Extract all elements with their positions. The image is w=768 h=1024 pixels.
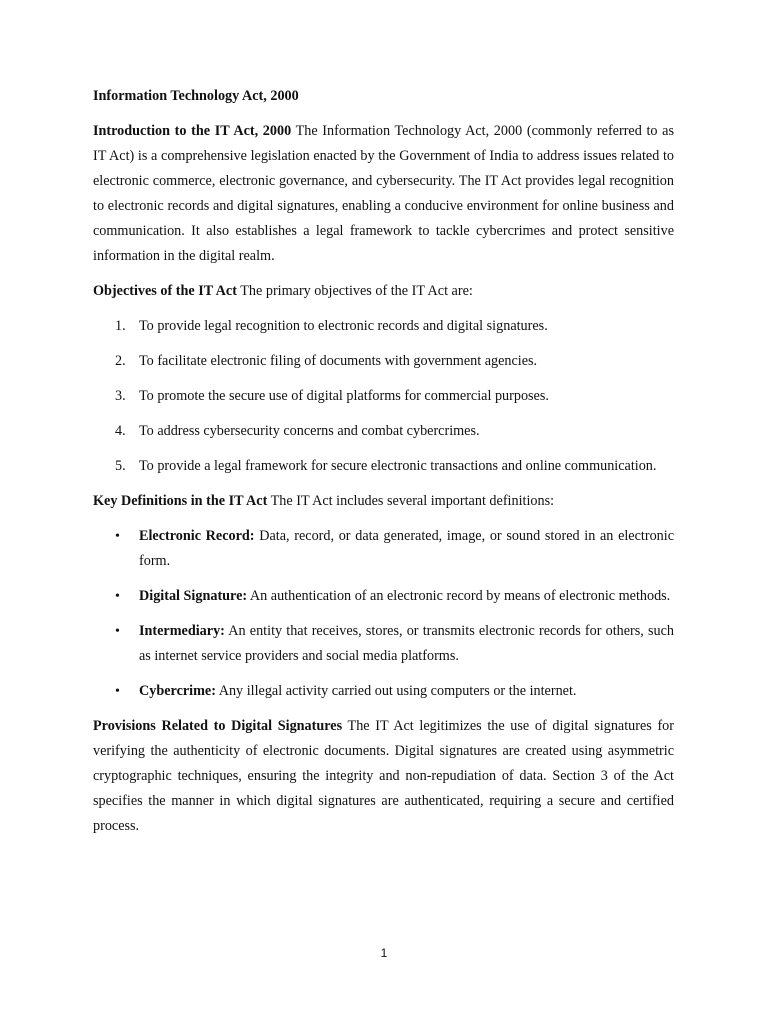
definition-term: Electronic Record: (139, 528, 255, 544)
definitions-heading: Key Definitions in the IT Act (93, 493, 268, 509)
intro-text: The Information Technology Act, 2000 (commonly referred to as IT Act) is a comprehensive legislation enacted by the Government of India to address issues related to electronic commerce, electronic governance, and cybersecurity. The IT Act provides legal recognition to electronic records and digital signatures, enabling a conducive environment for online business and communication. It also establishes a legal framework to tackle cybercrimes and protect sensitive information in the digital realm. (93, 123, 674, 264)
definition-term: Intermediary: (139, 623, 225, 639)
definition-text: An entity that receives, stores, or transmits electronic records for others, such as internet service providers and social media platforms. (139, 623, 674, 664)
definition-text: An authentication of an electronic record by means of electronic methods. (249, 588, 671, 604)
list-item-text: To provide legal recognition to electronic records and digital signatures. (139, 318, 548, 334)
definitions-paragraph (93, 489, 674, 514)
page-number: 1 (380, 946, 388, 960)
objectives-lead: The primary objectives of the IT Act are: (240, 283, 473, 299)
list-item (93, 384, 674, 409)
objectives-paragraph (93, 279, 674, 304)
list-item-text: To promote the secure use of digital platforms for commercial purposes. (139, 388, 549, 404)
document-title: Information Technology Act, 2000 (93, 88, 299, 104)
list-item (93, 619, 674, 669)
bullet-icon: • (115, 529, 120, 544)
list-item-text: To provide a legal framework for secure electronic transactions and online communication. (139, 458, 657, 474)
definition-term: Cybercrime: (139, 683, 216, 699)
definition-text: Data, record, or data generated, image, or sound stored in an electronic form. (139, 528, 674, 569)
objectives-heading: Objectives of the IT Act (93, 283, 237, 299)
list-item-number: 2. (115, 353, 126, 369)
objectives-list (93, 314, 674, 479)
provisions-paragraph (93, 714, 674, 839)
list-item (93, 314, 674, 339)
bullet-icon: • (115, 624, 120, 639)
intro-heading: Introduction to the IT Act, 2000 (93, 123, 292, 139)
list-item (93, 584, 674, 609)
list-item (93, 349, 674, 374)
bullet-icon: • (115, 684, 120, 699)
definition-term: Digital Signature: (139, 588, 248, 604)
provisions-text: The IT Act legitimizes the use of digital signatures for verifying the authenticity of electronic documents. Digital signatures are created using asymmetric cryptographic techniques, ensuring the integrity and non-repudiation of data. Section 3 of the Act specifies the manner in which digital signatures are authenticated, requiring a secure and certified process. (93, 718, 674, 834)
provisions-heading: Provisions Related to Digital Signatures (93, 718, 343, 734)
list-item-number: 3. (115, 388, 126, 404)
list-item-number: 4. (115, 423, 126, 439)
definitions-list (93, 524, 674, 704)
list-item (93, 419, 674, 444)
list-item (93, 679, 674, 704)
list-item-text: To facilitate electronic filing of documents with government agencies. (139, 353, 538, 369)
bullet-icon: • (115, 589, 120, 604)
list-item (93, 524, 674, 574)
list-item-number: 1. (115, 318, 126, 334)
definition-text: Any illegal activity carried out using computers or the internet. (218, 683, 577, 699)
intro-paragraph (93, 119, 674, 269)
list-item-text: To address cybersecurity concerns and combat cybercrimes. (139, 423, 480, 439)
definitions-lead: The IT Act includes several important definitions: (270, 493, 555, 509)
document-page (93, 84, 674, 849)
list-item-number: 5. (115, 458, 126, 474)
list-item (93, 454, 674, 479)
